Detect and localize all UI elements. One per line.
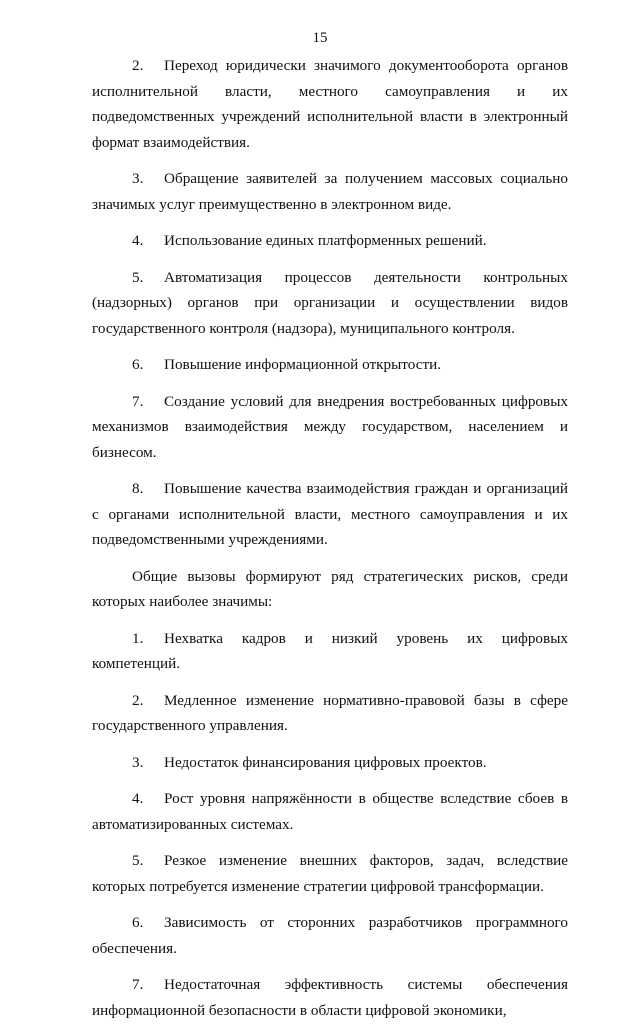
item-text: Автоматизация процессов деятельности контрольных (надзорных) органов при организации и осуществлении видов государственного контроля (надзора), муниципального контроля.: [92, 268, 568, 337]
item-number: 1.: [132, 629, 144, 647]
list-item: [92, 910, 568, 961]
list-item: [92, 848, 568, 899]
page-number: 15: [312, 30, 328, 46]
item-text: Повышение информационной открытости.: [164, 356, 442, 373]
risks-intro: Общие вызовы формируют ряд стратегических рисков, среди которых наиболее значимы:: [92, 567, 568, 610]
item-number: 3.: [132, 170, 144, 187]
item-text: Рост уровня напряжённости в обществе вследствие сбоев в автоматизированных системах.: [92, 790, 568, 833]
list-item: [92, 53, 568, 155]
item-number: 8.: [132, 480, 144, 497]
list-item: [92, 786, 568, 837]
item-text: Создание условий для внедрения востребованных цифровых механизмов взаимодействия между государством, населением и бизнесом.: [92, 392, 568, 461]
item-text: Переход юридически значимого документооборота органов исполнительной власти, местного самоуправления и их подведомственных учреждений исполнительной власти в электронный формат взаимодействия.: [92, 57, 568, 151]
item-number: 4.: [132, 790, 144, 807]
item-text: Недостаточная эффективность системы обеспечения информационной безопасности в области цифровой экономики,: [92, 976, 568, 1019]
item-number: 7.: [132, 976, 144, 993]
item-number: 3.: [132, 753, 144, 771]
list-item: [92, 352, 568, 378]
item-number: 7.: [132, 392, 144, 410]
list-goals: [92, 53, 568, 553]
document-body: [92, 53, 568, 1034]
list-item: [92, 476, 568, 553]
list-item: [92, 972, 568, 1023]
list-item: [92, 389, 568, 466]
item-text: Обращение заявителей за получением массовых социально значимых услуг преимущественно в электронном виде.: [92, 170, 568, 213]
list-item: [92, 265, 568, 342]
list-item: [92, 750, 568, 776]
list-item: [92, 166, 568, 217]
item-text: Резкое изменение внешних факторов, задач, вследствие которых потребуется изменение стратегии цифровой трансформации.: [92, 852, 568, 895]
list-item: [92, 688, 568, 739]
list-item: [92, 626, 568, 677]
list-risks: [92, 626, 568, 1024]
item-number: 2.: [132, 691, 144, 709]
item-text: Медленное изменение нормативно-правовой базы в сфере государственного управления.: [92, 691, 568, 734]
item-text: Недостаток финансирования цифровых проектов.: [164, 753, 487, 771]
item-number: 5.: [132, 268, 144, 286]
item-text: Нехватка кадров и низкий уровень их цифровых компетенций.: [92, 629, 568, 672]
item-number: 5.: [132, 852, 144, 869]
item-number: 6.: [132, 356, 144, 373]
item-number: 2.: [132, 57, 144, 74]
item-number: 4.: [132, 232, 144, 249]
item-text: Зависимость от сторонних разработчиков программного обеспечения.: [92, 914, 568, 957]
item-number: 6.: [132, 914, 144, 931]
item-text: Повышение качества взаимодействия граждан и организаций с органами исполнительной власти, местного самоуправления и их подведомственными учреждениями.: [92, 480, 568, 548]
list-item: [92, 228, 568, 254]
item-text: Использование единых платформенных решений.: [164, 232, 487, 249]
